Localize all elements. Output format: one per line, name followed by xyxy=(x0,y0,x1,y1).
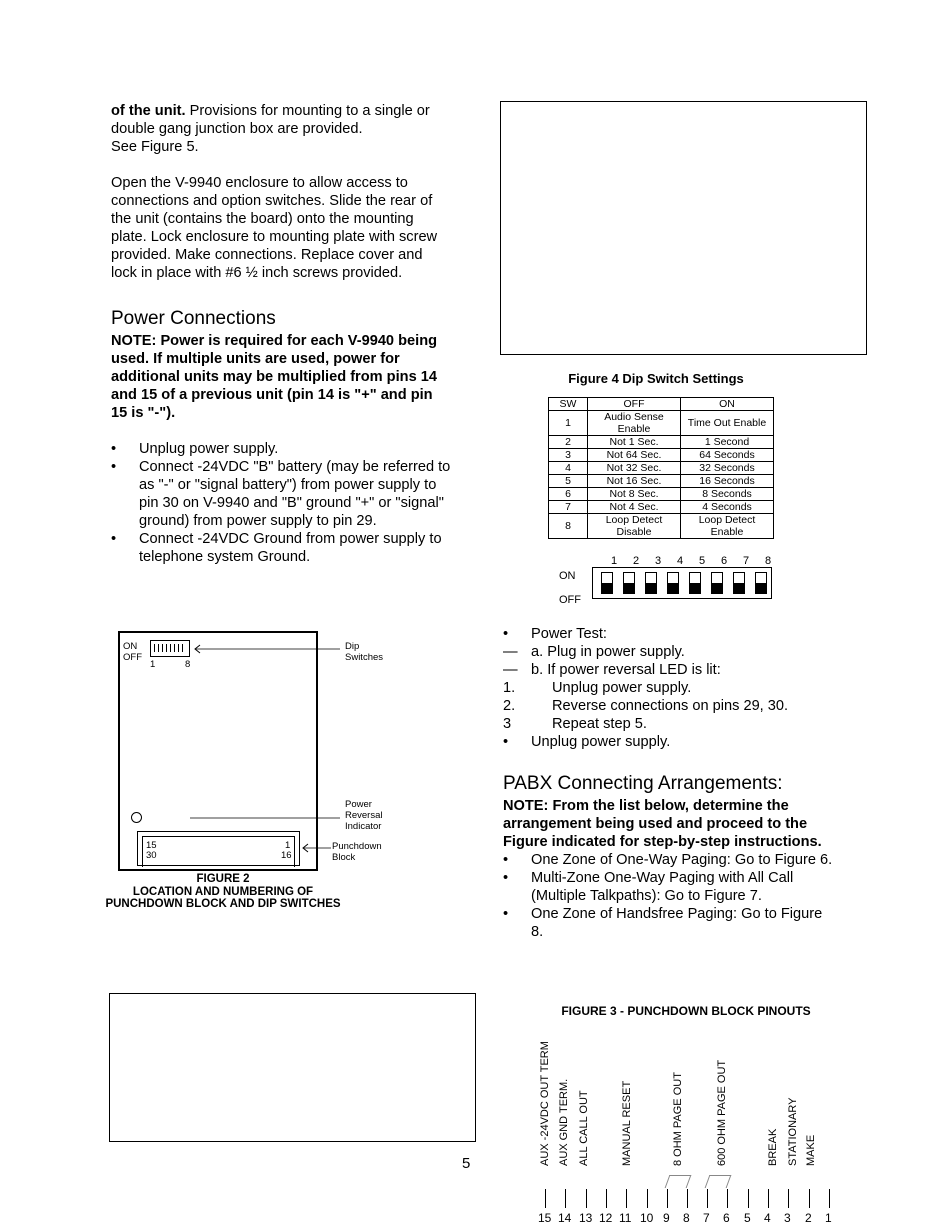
switch-number: 3 xyxy=(655,555,662,567)
switch-number: 2 xyxy=(633,555,640,567)
list-item: — b. If power reversal LED is lit: xyxy=(503,662,721,678)
table-row: 2 Not 1 Sec. 1 Second xyxy=(549,436,774,449)
switch-number: 6 xyxy=(721,555,728,567)
list-item: — a. Plug in power supply. xyxy=(503,644,685,660)
pin-number: 1 xyxy=(825,1211,832,1225)
switch-number: 7 xyxy=(743,555,750,567)
pin-label: MAKE xyxy=(805,1134,817,1166)
intro-figure-ref: See Figure 5. xyxy=(111,139,199,155)
pin-line xyxy=(565,1189,566,1208)
table-row: 4 Not 32 Sec. 32 Seconds xyxy=(549,462,774,475)
list-item: • Power Test: xyxy=(503,626,607,642)
pin-line xyxy=(809,1189,810,1208)
pin-number: 14 xyxy=(558,1211,572,1225)
table-row: 3 Not 64 Sec. 64 Seconds xyxy=(549,449,774,462)
fig4-on-label: ON xyxy=(559,570,576,582)
pin-number: 13 xyxy=(579,1211,593,1225)
fig2-pb-bl: 30 xyxy=(146,850,157,861)
switch-number: 4 xyxy=(677,555,684,567)
fig2-pb-br: 16 xyxy=(281,850,292,861)
pin-line xyxy=(586,1189,587,1208)
jumper-mark xyxy=(705,1175,732,1188)
pin-number: 9 xyxy=(663,1211,670,1225)
pin-number: 10 xyxy=(640,1211,654,1225)
pin-number: 3 xyxy=(784,1211,791,1225)
fig2-pb-tl: 15 xyxy=(146,840,157,851)
list-item: • Unplug power supply. xyxy=(503,734,671,750)
pin-line xyxy=(667,1189,668,1208)
intro-text: Provisions for mounting to a single or double gang junction box are provided. xyxy=(111,103,430,137)
list-item: 3 Repeat step 5. xyxy=(503,716,647,732)
list-item: • Multi-Zone One-Way Paging with All Call (Multiple Talkpaths): Go to Figure 7. xyxy=(503,870,794,904)
intro-bold-lead: of the unit. xyxy=(111,103,186,119)
fig2-switch-right: 8 xyxy=(185,659,191,670)
pin-number: 8 xyxy=(683,1211,690,1225)
pin-line xyxy=(829,1189,830,1208)
list-item: 1. Unplug power supply. xyxy=(503,680,692,696)
table-row: 1 Audio Sense Enable Time Out Enable xyxy=(549,411,774,436)
pin-line xyxy=(788,1189,789,1208)
pin-line xyxy=(606,1189,607,1208)
pin-number: 15 xyxy=(538,1211,552,1225)
switch-number: 1 xyxy=(611,555,618,567)
pin-label: MANUAL RESET xyxy=(621,1080,633,1166)
figure4-title: Figure 4 Dip Switch Settings xyxy=(568,371,744,386)
table-row: 7 Not 4 Sec. 4 Seconds xyxy=(549,501,774,514)
table-row: 8 Loop Detect Disable Loop Detect Enable xyxy=(549,514,774,539)
pin-number: 6 xyxy=(723,1211,730,1225)
table-row: 5 Not 16 Sec. 16 Seconds xyxy=(549,475,774,488)
pin-line xyxy=(647,1189,648,1208)
pin-label: AUX GND TERM. xyxy=(558,1078,570,1166)
jumper-mark xyxy=(665,1175,692,1188)
pin-label: 600 OHM PAGE OUT xyxy=(716,1059,728,1166)
pin-number: 12 xyxy=(599,1211,613,1225)
fig4-off-label: OFF xyxy=(559,594,581,606)
fig2-punch-label: Punchdown Block xyxy=(332,841,382,863)
pin-label: ALL CALL OUT xyxy=(578,1090,590,1166)
list-item: • One Zone of Handsfree Paging: Go to Figure 8. xyxy=(503,906,823,940)
pin-number: 4 xyxy=(764,1211,771,1225)
table-row: 6 Not 8 Sec. 8 Seconds xyxy=(549,488,774,501)
pin-line xyxy=(707,1189,708,1208)
list-item: • Connect -24VDC "B" battery (may be referred to as "-" or "signal battery") from power supply to pin 30 on V-9940 and "B" ground "+" or "signal" ground) from power supply to pin 29. xyxy=(111,459,451,529)
pin-line xyxy=(626,1189,627,1208)
fig2-switch-left: 1 xyxy=(150,659,156,670)
pin-number: 11 xyxy=(619,1211,632,1225)
pin-label: AUX -24VDC OUT TERM xyxy=(539,1041,551,1166)
pin-line xyxy=(727,1189,728,1208)
pin-label: STATIONARY xyxy=(787,1097,799,1166)
fig2-pb-tr: 1 xyxy=(285,840,291,851)
power-note: NOTE: Power is required for each V-9940 being used. If multiple units are used, power for additional units may be multiplied from pins 14 and 15 of a previous unit (pin 14 is "+" and pin 15 is "-"). xyxy=(111,333,438,421)
pin-number: 5 xyxy=(744,1211,751,1225)
list-item: 2. Reverse connections on pins 29, 30. xyxy=(503,698,789,714)
pin-label: 8 OHM PAGE OUT xyxy=(672,1072,684,1166)
list-item: • One Zone of One-Way Paging: Go to Figure 6. xyxy=(503,852,833,868)
pin-label: BREAK xyxy=(767,1128,779,1166)
figure3-title: FIGURE 3 - PUNCHDOWN BLOCK PINOUTS xyxy=(561,1004,811,1018)
pabx-heading: PABX Connecting Arrangements: xyxy=(503,773,783,794)
pin-line xyxy=(545,1189,546,1208)
fig2-off-label: OFF xyxy=(123,652,142,663)
fig2-on-label: ON xyxy=(123,641,138,652)
pin-line xyxy=(748,1189,749,1208)
list-item: • Unplug power supply. xyxy=(111,441,279,457)
switch-number: 5 xyxy=(699,555,706,567)
power-connections-heading: Power Connections xyxy=(111,308,276,329)
enclosure-paragraph: Open the V-9940 enclosure to allow access to connections and option switches. Slide the rear of the unit (contains the board) onto the mounting plate. Lock enclosure to mounting plate with screw provided. Make connections. Replace cover and lock in place with #6 ½ inch screws provided. xyxy=(111,175,438,281)
list-item: • Connect -24VDC Ground from power supply to telephone system Ground. xyxy=(111,531,442,565)
pin-number: 7 xyxy=(703,1211,710,1225)
figure2-caption: FIGURE 2 LOCATION AND NUMBERING OF PUNCHDOWN BLOCK AND DIP SWITCHES xyxy=(105,873,341,910)
pin-number: 2 xyxy=(805,1211,812,1225)
fig2-dip-label: Dip Switches xyxy=(345,641,384,663)
table-header-row: SW OFF ON xyxy=(549,398,774,411)
pin-line xyxy=(687,1189,688,1208)
pin-line xyxy=(768,1189,769,1208)
page-number: 5 xyxy=(462,1155,471,1172)
pabx-note: NOTE: From the list below, determine the arrangement being used and proceed to the Figure indicated for step-by-step instructions. xyxy=(503,798,822,850)
switch-number: 8 xyxy=(765,555,772,567)
fig2-power-label: Power Reversal Indicator xyxy=(345,799,383,832)
